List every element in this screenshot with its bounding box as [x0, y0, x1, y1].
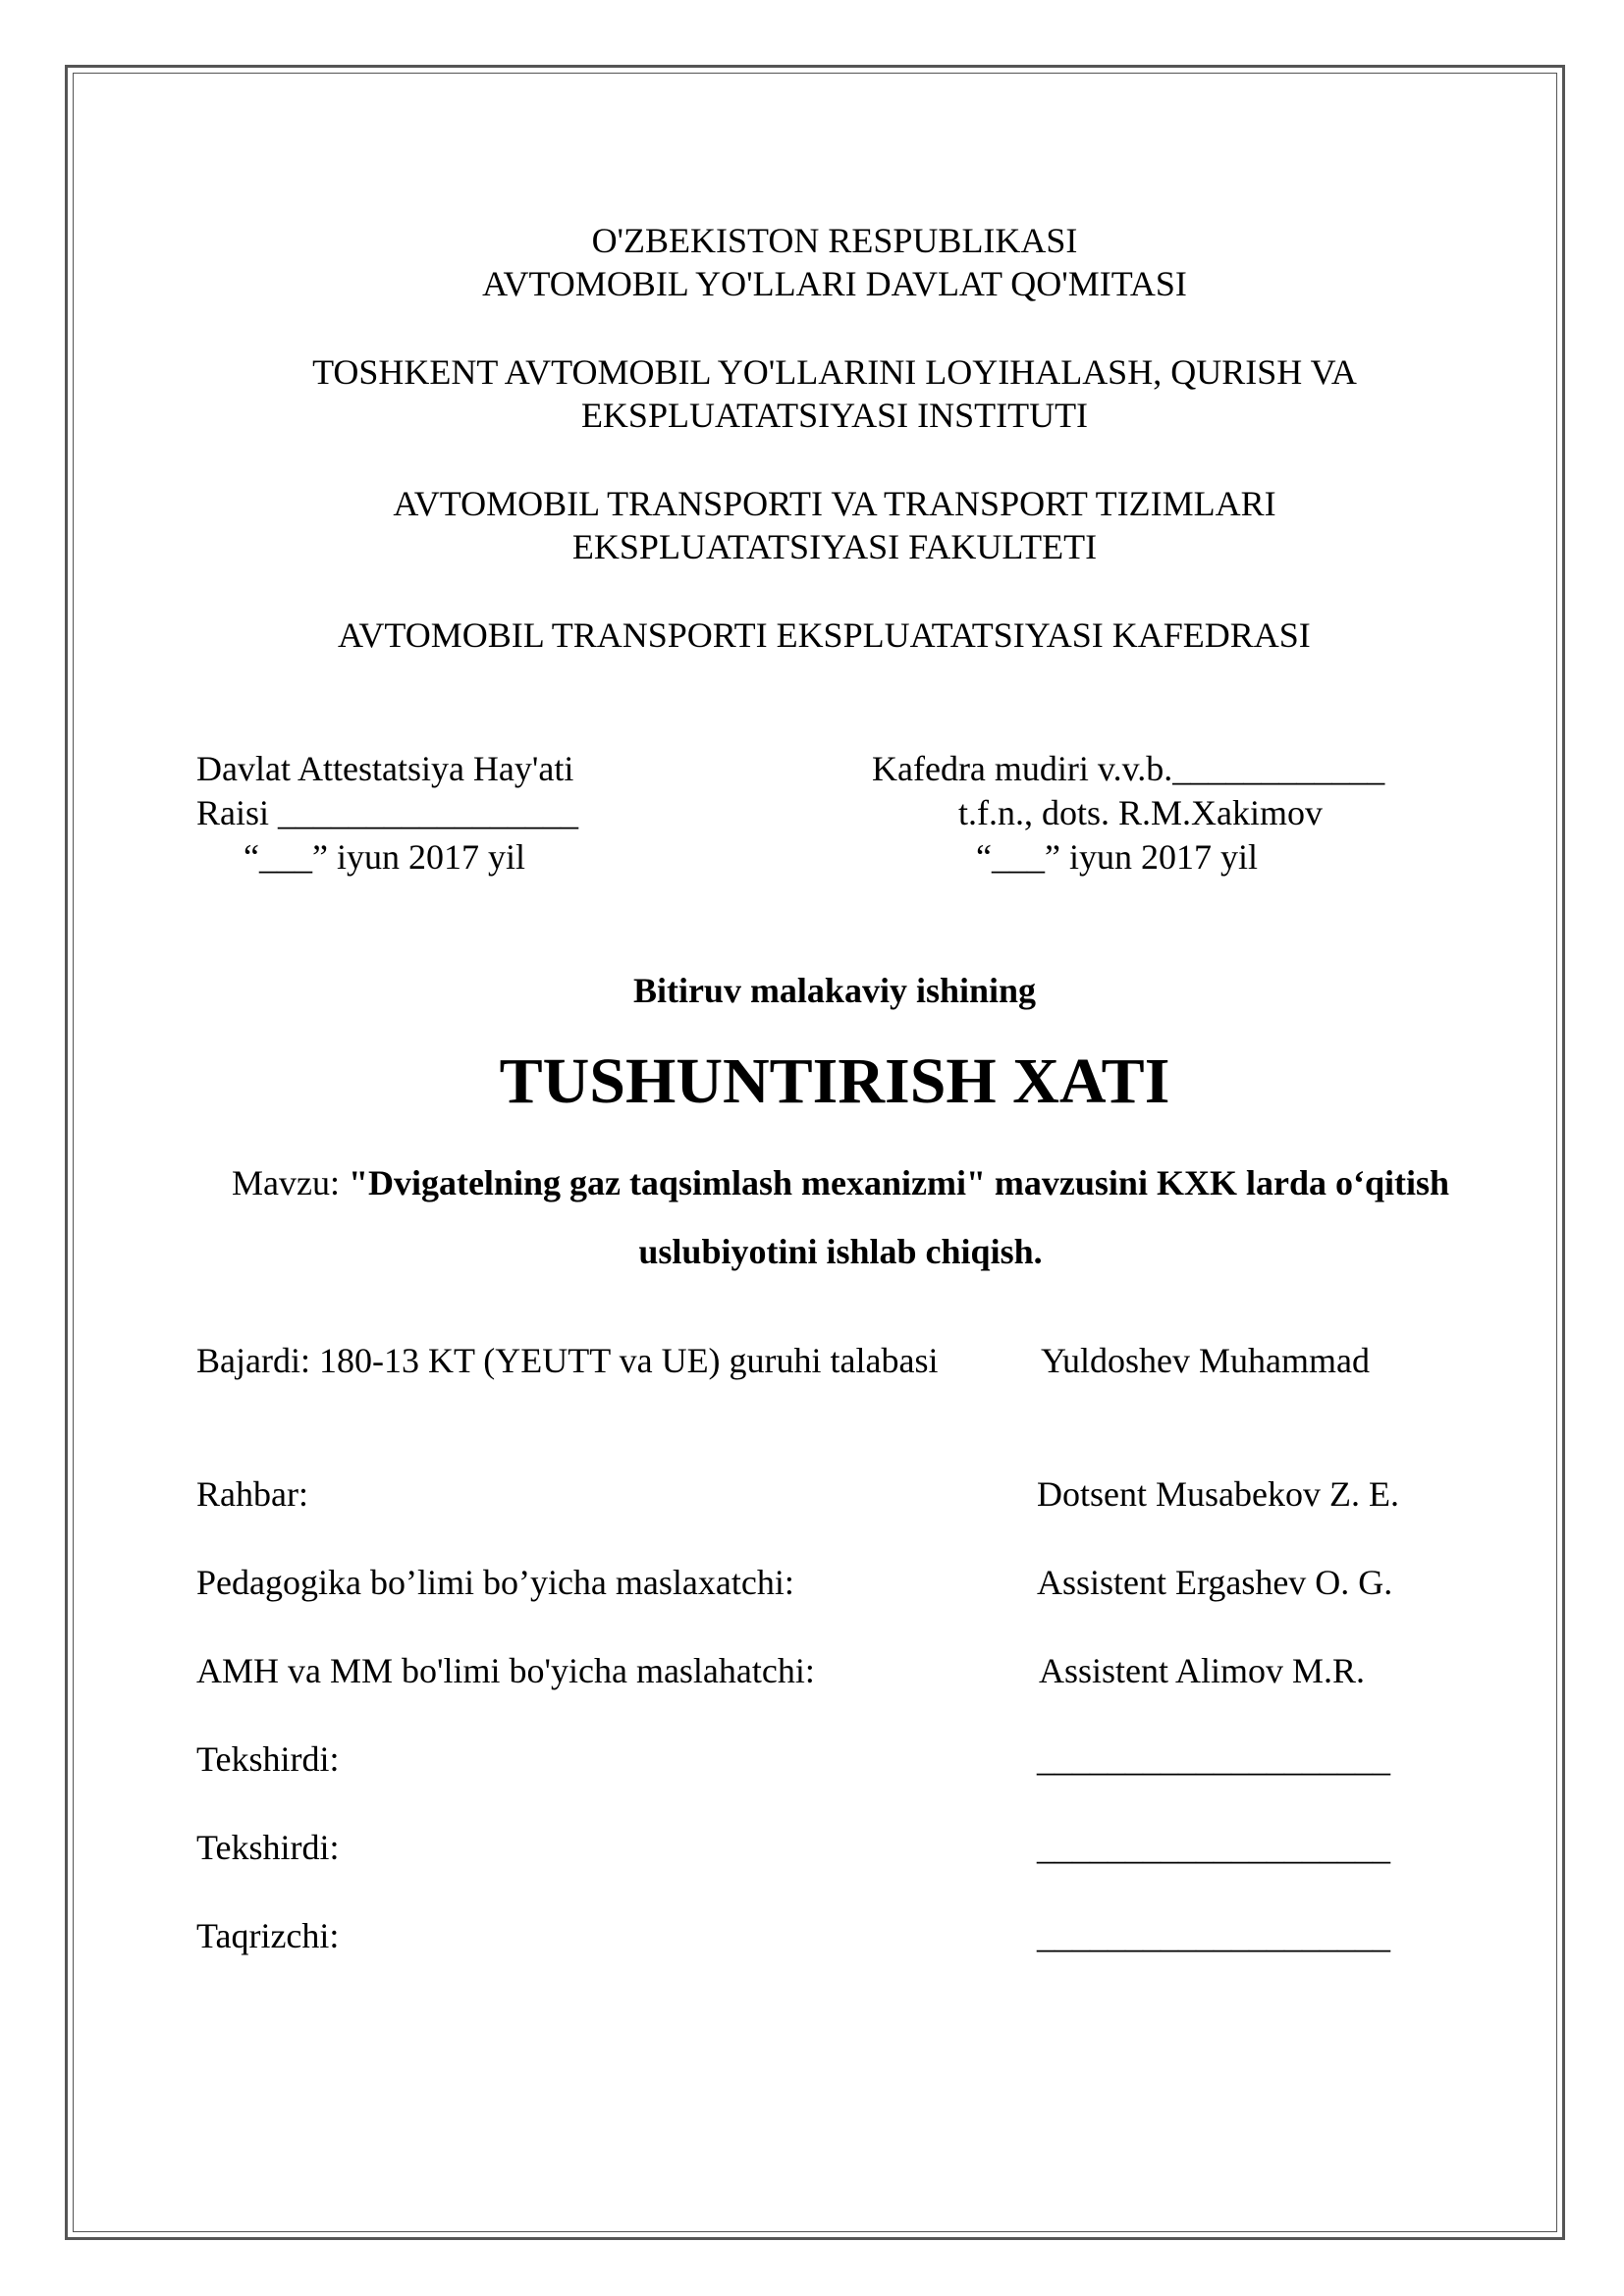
supervisor-name: Dotsent Musabekov Z. E. — [1037, 1474, 1399, 1514]
approval-left-line1: Davlat Attestatsiya Hay'ati — [196, 749, 574, 788]
institute-heading-line1: TOSHKENT AVTOMOBIL YO'LLARINI LOYIHALASH, QURISH VA — [312, 352, 1357, 392]
pedagogy-advisor-label: Pedagogika bo’limi bo’yicha maslaxatchi: — [196, 1563, 794, 1602]
approval-left-date: “___” iyun 2017 yil — [244, 837, 525, 877]
approval-right-date: “___” iyun 2017 yil — [976, 837, 1258, 877]
checker-label-2: Tekshirdi: — [196, 1828, 340, 1867]
approval-right-line2: t.f.n., dots. R.M.Xakimov — [958, 793, 1324, 832]
faculty-heading-line2: EKSPLUATATSIYASI FAKULTETI — [571, 527, 1098, 566]
faculty-heading-line1: AVTOMOBIL TRANSPORTI VA TRANSPORT TIZIMLARI — [393, 484, 1276, 523]
amh-advisor-label: AMH va MM bo'limi bo'yicha maslahatchi: — [196, 1651, 815, 1690]
topic-paragraph — [173, 1148, 1508, 1286]
checker-signature-line-2: ____________________ — [1037, 1828, 1390, 1867]
institute-heading-line2: EKSPLUATATSIYASI INSTITUTI — [580, 396, 1089, 435]
pedagogy-advisor-name: Assistent Ergashev O. G. — [1037, 1563, 1393, 1602]
reviewer-signature-line: ____________________ — [1037, 1916, 1390, 1955]
performer-label: Bajardi: 180-13 KT (YEUTT va UE) guruhi talabasi — [196, 1341, 939, 1380]
topic-text: "Dvigatelning gaz taqsimlash mexanizmi" mavzusini KXK larda o‘qitish uslubiyotini ishlab chiqish. — [348, 1163, 1449, 1271]
checker-signature-line-1: ____________________ — [1037, 1739, 1390, 1779]
department-heading: AVTOMOBIL TRANSPORTI EKSPLUATATSIYASI KAFEDRASI — [338, 615, 1311, 655]
checker-label-1: Tekshirdi: — [196, 1739, 340, 1779]
amh-advisor-name: Assistent Alimov M.R. — [1039, 1651, 1366, 1690]
performer-name: Yuldoshev Muhammad — [1041, 1341, 1370, 1380]
committee-heading: AVTOMOBIL YO'LLARI DAVLAT QO'MITASI — [482, 264, 1187, 303]
document-title: TUSHUNTIRISH XATI — [499, 1045, 1170, 1117]
approval-left-line2: Raisi _________________ — [196, 793, 579, 832]
reviewer-label: Taqrizchi: — [196, 1916, 340, 1955]
republic-heading: O'ZBEKISTON RESPUBLIKASI — [591, 221, 1078, 260]
document-subtitle: Bitiruv malakaviy ishining — [632, 971, 1037, 1010]
approval-right-line1: Kafedra mudiri v.v.b.____________ — [872, 749, 1385, 788]
topic-label: Mavzu: — [232, 1163, 349, 1202]
supervisor-label: Rahbar: — [196, 1474, 308, 1514]
